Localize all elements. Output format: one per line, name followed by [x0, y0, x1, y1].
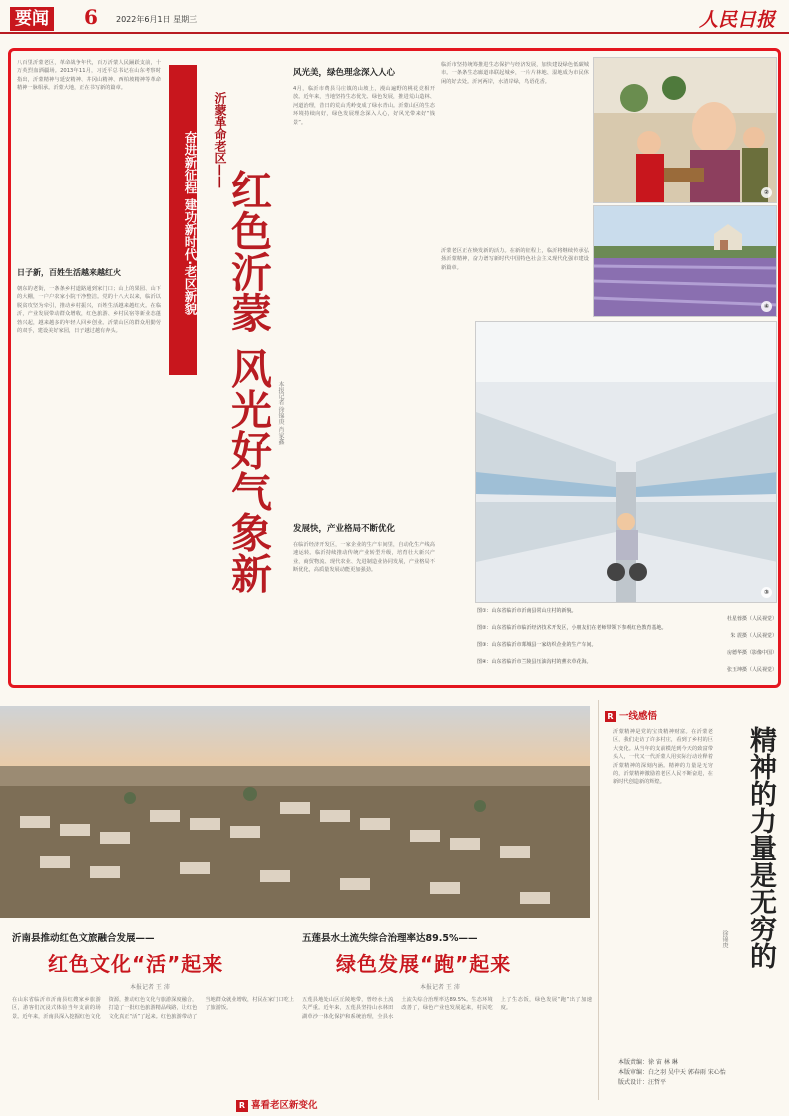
photo-factory — [475, 321, 777, 603]
r-logo-icon: R — [605, 711, 616, 722]
photo-badge-2: ② — [761, 187, 772, 198]
bottom-banner-text: 喜看老区新变化 — [251, 1100, 318, 1111]
caption-3: 图③：山东省临沂市郯城县一家纺织企业的生产车间。 — [477, 642, 597, 648]
story-left-byline: 本报记者 王 沛 — [130, 984, 170, 991]
feature-para-6: 沂蒙老区正在焕发新的活力。在新的征程上，临沂将继续传承弘扬沂蒙精神，奋力谱写新时代中国特色社会主义现代化强市建设新篇章。 — [441, 248, 589, 271]
photo-captions — [477, 607, 777, 675]
feature-para-4: 在临沂经济开发区，一家企业的生产车间里，自动化生产线高速运转。临沂持续推动传统产业转型升级，培育壮大新兴产业，商贸物流、现代农业、先进制造业协同发展，产业格局不断优化，高质量发展动能更加强劲。 — [293, 542, 435, 574]
editor-line-1: 本版责编：徐 宙 林 琳 — [618, 1059, 678, 1066]
story-left-kicker: 沂南县推动红色文旅融合发展—— — [12, 933, 155, 944]
story-right-title: 绿色发展“跑”起来 — [336, 952, 512, 976]
photo-lavender — [593, 205, 777, 317]
feature-column-1 — [17, 59, 161, 683]
photo-children — [593, 57, 777, 203]
section-tag: 要闻 — [10, 7, 54, 31]
photo-village-aerial — [0, 706, 590, 918]
masthead — [0, 0, 789, 34]
feature-subheading-1: 日子新，百姓生活越来越红火 — [17, 268, 121, 277]
photo-badge-4: ④ — [761, 301, 772, 312]
editor-line-3: 版式设计：汪哲平 — [618, 1079, 667, 1086]
commentary-tag — [605, 708, 657, 722]
feature-subheading-2: 风光美，绿色理念深入人心 — [293, 68, 396, 78]
commentary-body: 沂蒙精神是党的宝贵精神财富。在沂蒙老区，我们走访了许多村庄，看到了乡村的巨大变化。从当年的支前模范到今天的致富带头人，一代又一代沂蒙人用实际行动诠释着沂蒙精神的深刻内涵。精神的力量是无穷的，沂蒙精神激励着老区人民不断奋进，在新时代创造新的辉煌。 — [613, 729, 713, 786]
feature-para-2: 朝东的老街，一条条乡村道路通到家门口；山上的果园、山下的大棚，一户户农家小院干净整洁。党的十八大以来，临沂以脱贫攻坚为牵引，推动乡村振兴，百姓生活越来越红火。在临沂，产业发展带动群众增收，红色旅游、乡村民宿等新业态蓬勃兴起，越来越多的年轻人回乡创业。沂蒙山区的群众用勤劳的双手，建设美好家园，日子越过越有奔头。 — [17, 286, 161, 335]
page-number: 6 — [84, 5, 98, 29]
story-left-body: 在山东省临沂市沂南县红嫂家乡旅游区，游客们沉浸式体验当年支前的场景。近年来，沂南县深入挖掘红色文化资源，推动红色文化与旅游深度融合，打造了一批红色旅游精品线路，让红色文化真正“活”了起来。红色旅游带动了当地群众就业增收，村民在家门口吃上了旅游饭。 — [12, 997, 294, 1020]
feature-column-3 — [441, 61, 589, 351]
publication-date: 2022年6月1日 星期三 — [116, 15, 198, 24]
credit-2: 朱 震摄（人民视觉） — [730, 633, 777, 639]
editor-credits — [618, 1058, 726, 1088]
commentary-column — [598, 700, 783, 1100]
caption-2: 图②：山东省临沂市临沂经济技术开发区，小朋友们在老师带领下参观红色教育基地。 — [477, 625, 667, 631]
feature-subheading-3: 发展快，产业格局不断优化 — [293, 524, 396, 534]
caption-4: 图④：山东省临沂市兰陵县压油沟村的薰衣草花海。 — [477, 659, 592, 665]
commentary-byline: 徐锦庚 — [721, 930, 728, 948]
photo-lavender-image — [594, 206, 777, 317]
photo-village-image — [0, 706, 590, 918]
story-left-title: 红色文化“活”起来 — [48, 952, 224, 976]
credit-4: 张玉坤摄（人民视觉） — [726, 667, 777, 673]
bottom-banner — [236, 1097, 318, 1112]
feature-article — [8, 48, 781, 688]
story-right-body: 五莲县地处山区丘陵地带，曾经水土流失严重。近年来，五莲县坚持山水林田湖草沙一体化保护和系统治理，全县水土流失综合治理率达89.5%。生态环境改善了，绿色产业也发展起来，村民吃上了生态饭，绿色发展“跑”出了加速度。 — [302, 997, 592, 1020]
r-logo-icon-bottom: R — [236, 1100, 248, 1112]
commentary-tag-label: 一线感悟 — [619, 711, 658, 722]
story-right-byline: 本报记者 王 沛 — [420, 984, 460, 991]
series-banner: 奋进新征程 建功新时代·老区新貌 — [169, 65, 197, 375]
feature-title: 红色沂蒙 风光好气象新 — [224, 168, 272, 594]
feature-para-5: 临沂市坚持统筹推进生态保护与经济发展，加快建设绿色低碳城市。一条条生态廊道串联起城乡，一片片林地、湿地成为市民休闲的好去处。沂河两岸，水清岸绿，鸟语花香。 — [441, 62, 589, 85]
feature-column-2 — [293, 67, 435, 677]
editor-line-2: 本版审编：白之羽 吴中天 郭春雨 宋心怡 — [618, 1069, 726, 1076]
photo-children-image — [594, 58, 777, 203]
story-right-kicker: 五莲县水土流失综合治理率达89.5%—— — [302, 933, 478, 944]
photo-factory-image — [476, 322, 777, 603]
credit-1: 杜星蓉摄（人民视觉） — [726, 616, 777, 622]
feature-byline: 本报记者 徐锦庚 肖家鑫 — [277, 381, 284, 445]
feature-para-1: 八百里沂蒙老区，革命战争年代，百万沂蒙人民踊跃支前，十万英烈血洒疆场。2013年11月，习近平总书记在山东考察时指出，沂蒙精神与延安精神、井冈山精神、西柏坡精神等革命精神一脉相承。沂蒙大地，正在书写新的篇章。 — [17, 60, 161, 92]
newspaper-logo: 人民日报 — [698, 9, 775, 31]
commentary-title: 精神的力量是无穷的 — [745, 726, 776, 969]
feature-subtitle: 沂蒙革命老区—— — [213, 92, 227, 188]
caption-1: 图①：山东省临沂市沂南县常山庄村的新貌。 — [477, 608, 577, 614]
credit-3: 房德华摄（影像中国） — [726, 650, 777, 656]
photo-badge-3: ③ — [761, 587, 772, 598]
feature-para-3: 4月，临沂市费县马庄镇的山坡上，漫山遍野的桃花竞相开放。近年来，当地坚持生态优先、绿色发展，推进荒山造林、河道治理，昔日的荒山秃岭变成了绿水青山。沂蒙山区的生态环境持续向好，绿色发展理念深入人心，好风光带来好“钱景”。 — [293, 86, 435, 126]
